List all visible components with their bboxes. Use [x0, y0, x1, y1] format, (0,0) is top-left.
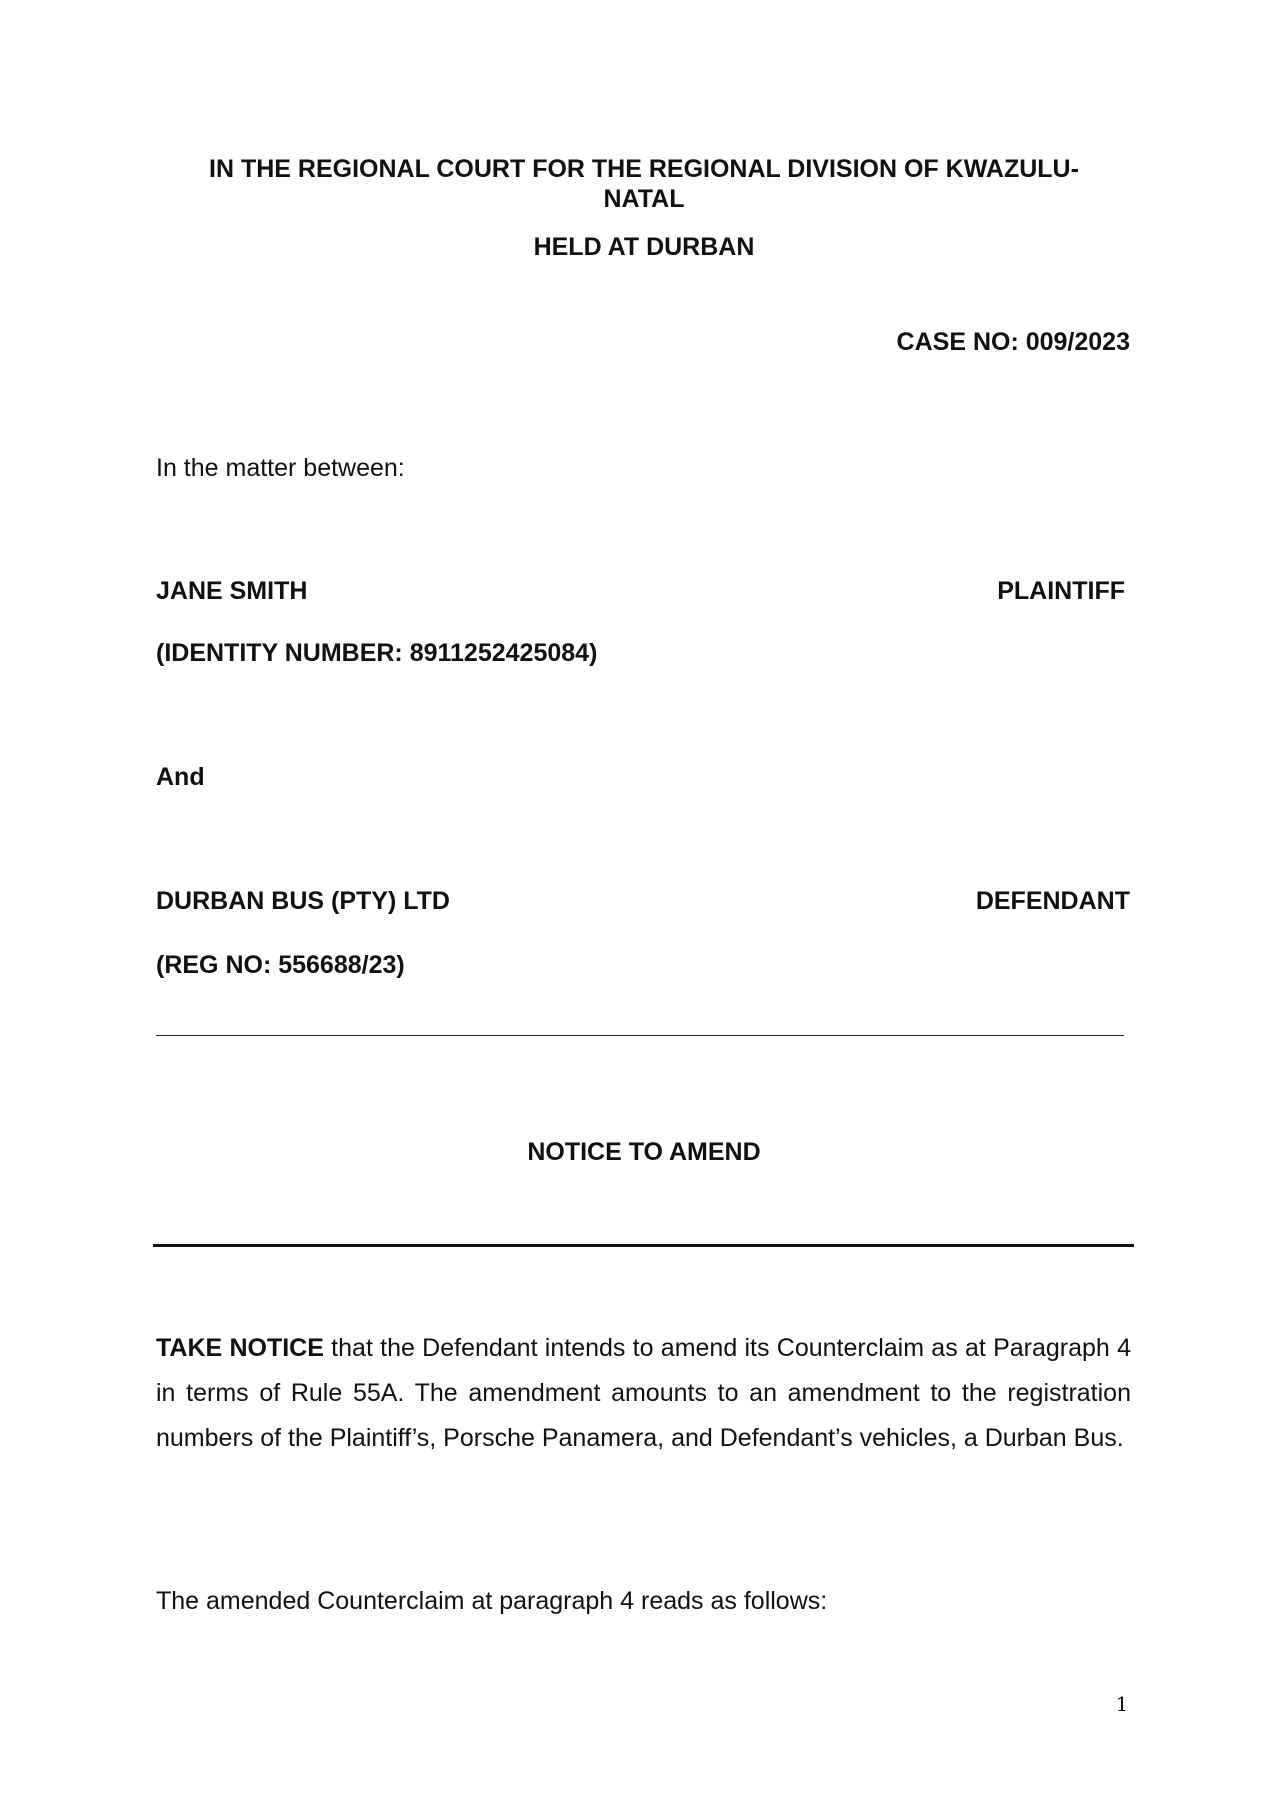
underscore-divider — [156, 1035, 1124, 1036]
title-divider — [153, 1244, 1134, 1247]
case-number: CASE NO: 009/2023 — [896, 328, 1130, 356]
defendant-registration-number: (REG NO: 556688/23) — [156, 951, 405, 979]
held-at-line: HELD AT DURBAN — [533, 233, 755, 261]
notice-paragraph — [156, 1326, 1131, 1461]
notice-body: that the Defendant intends to amend its Counterclaim as at Paragraph 4 in terms of Rule 55A. The amendment amounts to an amendment to the registration numbers of the Plaintiff’s, Porsche Panamera, and Defendant’s vehicles, a Durban Bus. — [156, 1334, 1132, 1452]
amended-counterclaim-intro: The amended Counterclaim at paragraph 4 reads as follows: — [156, 1587, 828, 1615]
and-separator: And — [156, 763, 205, 791]
court-heading: IN THE REGIONAL COURT FOR THE REGIONAL DIVISION OF KWAZULU-NATAL — [209, 155, 1079, 213]
notice-title: NOTICE TO AMEND — [527, 1138, 761, 1166]
defendant-role: DEFENDANT — [975, 887, 1130, 915]
defendant-name: DURBAN BUS (PTY) LTD — [156, 887, 450, 915]
take-notice-lead: TAKE NOTICE — [156, 1334, 324, 1362]
matter-between-text: In the matter between: — [156, 454, 405, 482]
plaintiff-role: PLAINTIFF — [997, 577, 1125, 605]
plaintiff-identity-number: (IDENTITY NUMBER: 8911252425084) — [156, 639, 598, 667]
page-number: 1 — [1115, 1692, 1129, 1716]
plaintiff-name: JANE SMITH — [156, 577, 308, 605]
